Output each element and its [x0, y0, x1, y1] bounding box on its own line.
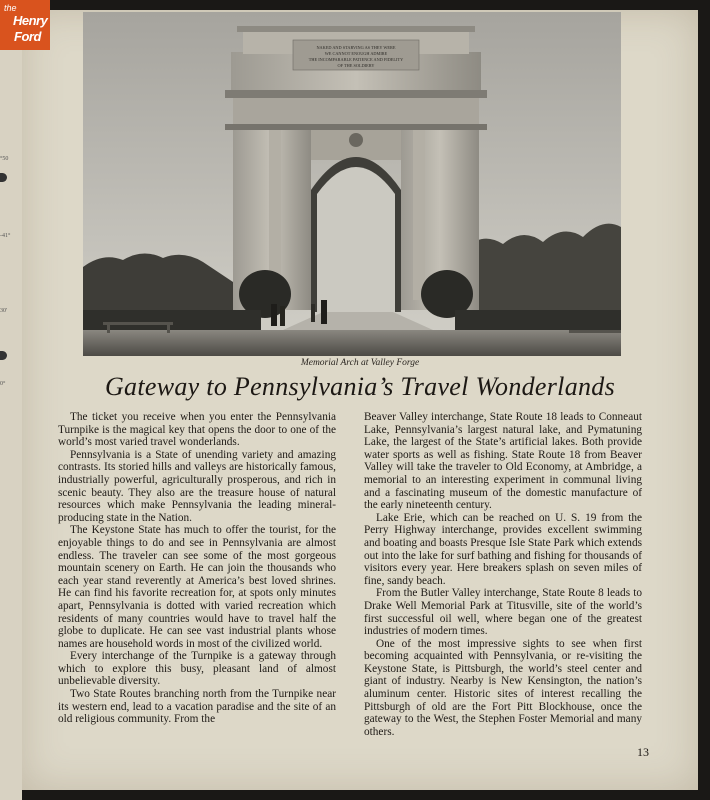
article-paragraph: Lake Erie, which can be reached on U. S. 19 from the Perry Highway interchange, provides excellent swimming and boating and boasts Presque Isle State Park which extends out into the lake for surf bathing and fishing for thousands of visitors every year. Here breakers splash on seven miles of fine, sandy beach. [364, 511, 642, 587]
article-paragraph: Pennsylvania is a State of unending variety and amazing contrasts. Its storied hills and valleys are historically famous, industrially powerful, agriculturally prosperous, and rich in scenic beauty. They also are the treasure house of natural resources which make Pennsylvania the leading mineral-producing state in the Nation. [58, 448, 336, 524]
margin-mark: °50 [0, 156, 9, 162]
arch-inscription-line: WE CANNOT ENOUGH ADMIRE [324, 51, 388, 56]
article-paragraph: From the Butler Valley interchange, State Route 8 leads to Drake Well Memorial Park at Titusville, site of the world’s first successful oil well, where began one of the greatest industries of modern times. [364, 587, 642, 638]
article-paragraph: Two State Routes branching north from the Turnpike near its western end, lead to a vacation paradise and the site of an old religious community. From the [58, 688, 336, 726]
margin-mark: 30' [0, 308, 8, 314]
article-paragraph: Beaver Valley interchange, State Route 18 leads to Conneaut Lake, Pennsylvania’s largest natural lake, and Pymatuning Lake, the largest of the State’s artificial lakes. Both provide water sports as well as fishing. State Route 18 from Beaver Valley will take the traveler to Old Economy, at Ambridge, a memorial to an interesting experiment in communal living and a fascinating museum of the domestic manufacture of the early nineteenth century. [364, 411, 642, 512]
logo-text-the: the [4, 3, 17, 13]
article-paragraph: One of the most impressive sights to see when first becoming acquainted with Pennsylvania, or re-visiting the Keystone State, is Pittsburgh, the world’s steel center and giant of industry. Nearby is New Kensington, the nation’s aluminum center. Historic sites of interest recalling the Pittsburgh of old are the Fort Pitt Blockhouse, once the gateway to the West, the Stephen Foster Memorial and many others. [364, 637, 642, 738]
henry-ford-logo[interactable] [0, 0, 50, 50]
article-paragraph: The Keystone State has much to offer the tourist, for the enjoyable things to do and see in Pennsylvania are almost endless. The traveler can see some of the most gorgeous mountain scenery on Earth. He can join the thousands who each year stand reverently at America’s best loved shrines. He can find his favorite recreation for, at spots only minutes apart, Pennsylvania is dotted with varied recreation which residents of many countries would have to travel half the globe to duplicate. He can see vast industrial plants whose names are household words in most of the civilized world. [58, 524, 336, 650]
margin-dot [0, 351, 7, 360]
arch-inscription-line: THE INCOMPARABLE PATIENCE AND FIDELITY [308, 57, 404, 62]
adjacent-page-strip [0, 0, 22, 800]
article-column-right [364, 411, 642, 738]
article-paragraph: The ticket you receive when you enter the Pennsylvania Turnpike is the magical key that opens the door to one of the world’s most varied travel wonderlands. [58, 411, 336, 449]
logo-text-ford: Ford [14, 29, 41, 44]
margin-dot [0, 173, 7, 182]
article-title: Gateway to Pennsylvania’s Travel Wonderlands [104, 372, 616, 401]
article-paragraph: Every interchange of the Turnpike is a gateway through which to explore this busy, pleasant land of almost unbelievable diversity. [58, 650, 336, 688]
memorial-arch-photo [83, 12, 621, 356]
logo-text-henry: Henry [13, 13, 48, 28]
arch-inscription-line: OF THE SOLDIERY [337, 63, 375, 68]
arch-inscription-line: NAKED AND STARVING AS THEY WERE [316, 45, 396, 50]
margin-mark: 0° [0, 381, 6, 387]
brochure-page [22, 10, 698, 790]
article-column-left [58, 411, 336, 726]
photo-caption: Memorial Arch at Valley Forge [300, 358, 420, 368]
margin-mark: -41° [0, 233, 11, 239]
page-number: 13 [637, 745, 649, 759]
